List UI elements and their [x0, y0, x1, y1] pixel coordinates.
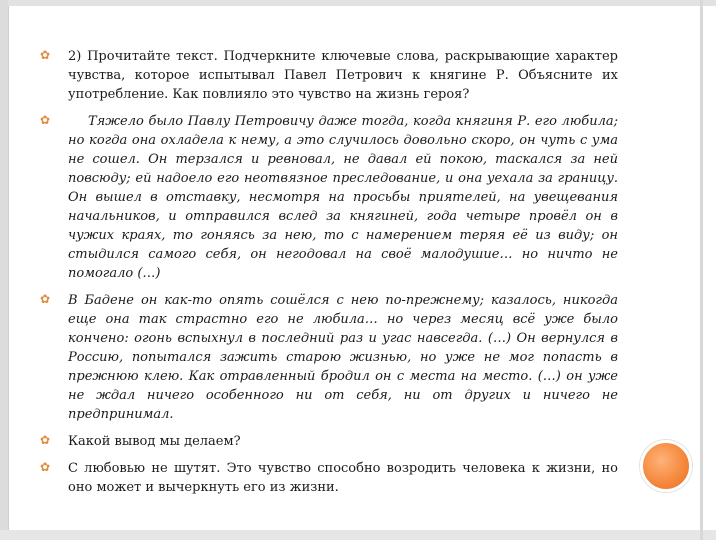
frame-bottom	[0, 530, 716, 540]
flower-bullet-icon: ✿	[40, 460, 51, 474]
bullet-item-conclusion	[40, 459, 618, 497]
bullet-item-task	[40, 47, 618, 104]
frame-right	[700, 0, 703, 540]
flower-bullet-icon: ✿	[40, 292, 51, 306]
conclusion-paragraph: С любовью не шутят. Это чувство способно возродить человека к жизни, но оно может и вычеркнуть его из жизни.	[68, 461, 618, 495]
quote-paragraph-2: В Бадене он как-то опять сошёлся с нею по-прежнему; казалось, никогда еще она так страстно его не любила… но через месяц всё уже было кончено: огонь вспыхнул в последний раз и угас навсегда. (…) Он вернулся в Россию, попытался зажить старою жизнью, но уже не мог попасть в прежнюю клею. Как отравленный бродил он с места на место. (…) он уже не ждал ничего особенного ни от себя, ни от других и ничего не предпринимал.	[68, 293, 618, 422]
frame-left	[0, 0, 8, 540]
flower-bullet-icon: ✿	[40, 48, 51, 62]
question-paragraph: Какой вывод мы делаем?	[68, 434, 241, 449]
quote-paragraph-1: Тяжело было Павлу Петровичу даже тогда, когда княгиня Р. его любила; но когда она охладела к нему, а это случилось довольно скоро, он чуть с ума не сошел. Он терзался и ревновал, не давал ей покою, таскался за ней повсюду; ей надоело его неотвязное преследование, и она уехала за границу. Он вышел в отставку, несмотря на просьбы приятелей, на увещевания начальников, и отправился вслед за княгиней, года четыре провёл он в чужих краях, то гоняясь за нею, то с намерением теряя её из виду; он стыдился самого себя, он негодовал на своё малодушие… но ничто не помогало (…)	[68, 114, 618, 281]
slide-content	[40, 47, 618, 505]
task-paragraph: 2) Прочитайте текст. Подчеркните ключевые слова, раскрывающие характер чувства, которое испытывал Павел Петрович к княгине Р. Объясните их употребление. Как повлияло это чувство на жизнь героя?	[68, 49, 618, 102]
flower-bullet-icon: ✿	[40, 433, 51, 447]
bullet-item-quote-2	[40, 291, 618, 424]
bullet-item-question	[40, 432, 618, 451]
orange-circle-decoration	[640, 440, 692, 492]
bullet-item-quote-1	[40, 112, 618, 283]
flower-bullet-icon: ✿	[40, 113, 51, 127]
